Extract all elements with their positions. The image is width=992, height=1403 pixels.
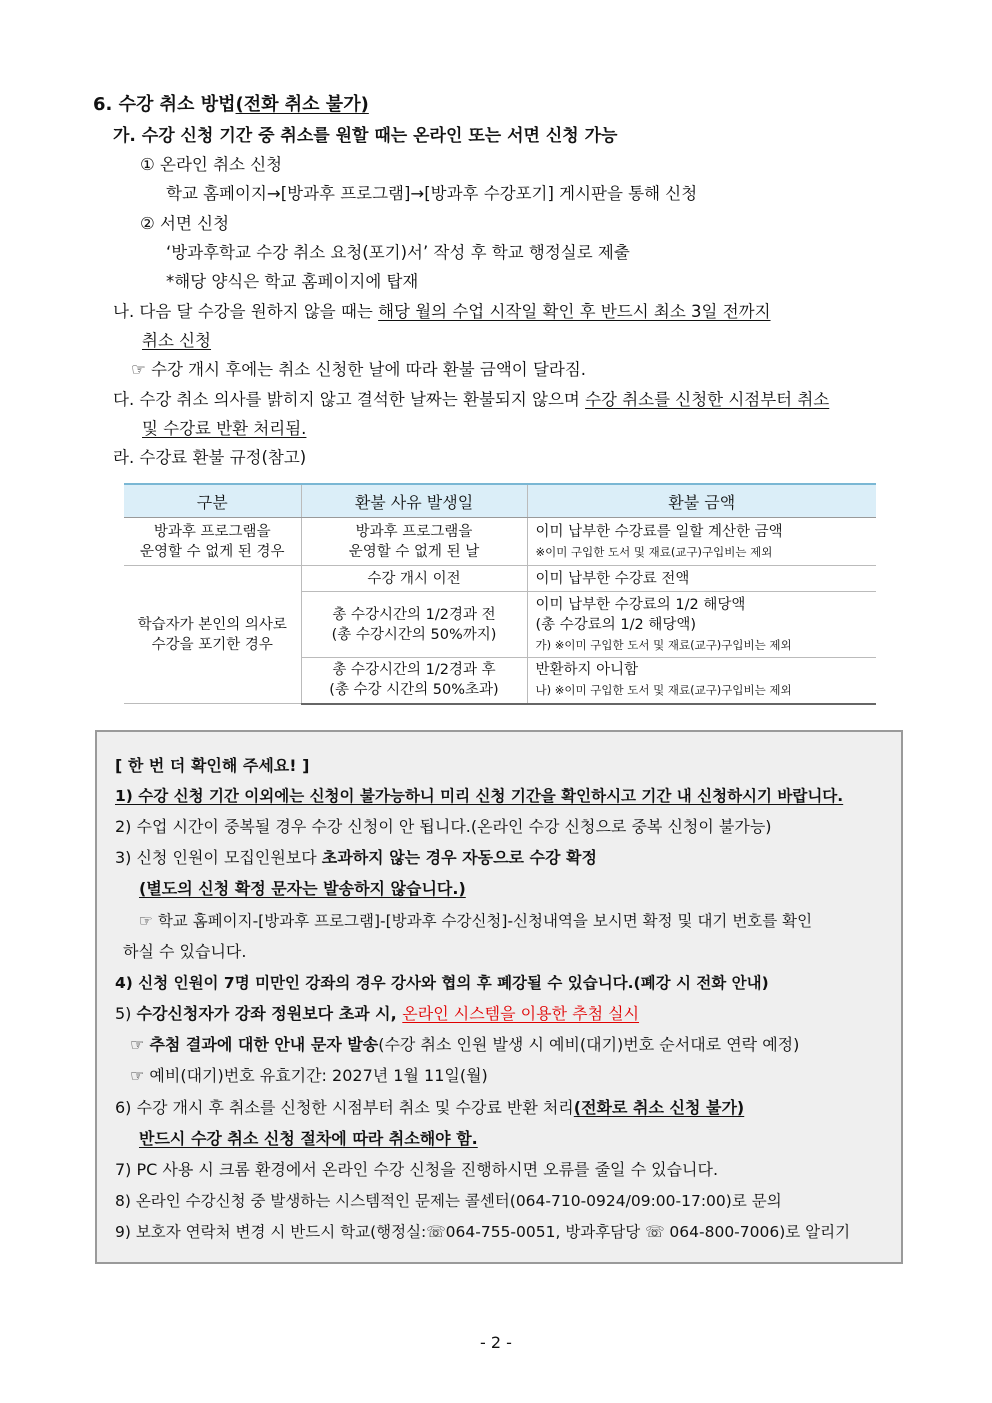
- item-ga-1-title: ① 온라인 취소 신청: [140, 155, 283, 174]
- item-na-note: ☞ 수강 개시 후에는 취소 신청한 날에 따라 환불 금액이 달라짐.: [131, 360, 587, 379]
- table-cell: 이미 납부한 수강료를 일할 계산한 금액 ※이미 구입한 도서 및 재료(교구)구입비는 제외: [527, 518, 876, 566]
- notice-item-5: 5) 수강신청자가 강좌 정원보다 초과 시, 온라인 시스템을 이용한 추첨 실시: [115, 1004, 640, 1023]
- item-ga-2-note: *해당 양식은 학교 홈페이지에 탑재: [166, 272, 419, 291]
- notice-item-5-note-2: ☞ 예비(대기)번호 유효기간: 2027년 1월 11일(월): [130, 1066, 488, 1085]
- item-ga: 가. 수강 신청 기간 중 취소를 원할 때는 온라인 또는 서면 신청 가능: [113, 126, 618, 146]
- notice-item-7: 7) PC 사용 시 크롬 환경에서 온라인 수강 신청을 진행하시면 오류를 줄일 수 있습니다.: [115, 1160, 719, 1179]
- item-ga-2-title: ② 서면 신청: [140, 214, 230, 233]
- item-ra: 라. 수강료 환불 규정(참고): [113, 448, 307, 467]
- table-cell: 반환하지 아니함 나) ※이미 구입한 도서 및 재료(교구)구입비는 제외: [527, 658, 876, 704]
- notice-item-3: 3) 신청 인원이 모집인원보다 초과하지 않는 경우 자동으로 수강 확정: [115, 848, 597, 867]
- item-ga-1-text: 학교 홈페이지→[방과후 프로그램]→[방과후 수강포기] 게시판을 통해 신청: [166, 184, 698, 203]
- refund-table: [124, 483, 876, 705]
- table-row: [124, 566, 876, 592]
- table-cell: 학습자가 본인의 의사로 수강을 포기한 경우: [124, 566, 301, 704]
- item-na-text: 나. 다음 달 수강을 원하지 않을 때는: [113, 302, 379, 321]
- notice-item-3-underlined: (별도의 신청 확정 문자는 발송하지 않습니다.): [139, 879, 466, 898]
- notice-box: [95, 730, 903, 1264]
- notice-item-3-note: ☞ 학교 홈페이지-[방과후 프로그램]-[방과후 수강신청]-신청내역을 보시면 확정 및 대기 번호를 확인: [139, 912, 813, 930]
- table-header: 환불 금액: [527, 484, 876, 518]
- lottery-highlight: 온라인 시스템을 이용한 추첨 실시: [402, 1004, 640, 1023]
- table-cell: 이미 납부한 수강료의 1/2 해당액 (총 수강료의 1/2 해당액) 가) ※이미 구입한 도서 및 재료(교구)구입비는 제외: [527, 592, 876, 658]
- section-title-number: 6. 수강 취소 방법: [93, 94, 236, 115]
- notice-item-1: 1) 수강 신청 기간 이외에는 신청이 불가능하니 미리 신청 기간을 확인하시고 기간 내 신청하시기 바랍니다.: [115, 787, 844, 805]
- table-header: 환불 사유 발생일: [301, 484, 527, 518]
- item-da-underlined: 수강 취소를 신청한 시점부터 취소: [585, 390, 830, 409]
- section-title-underlined: (전화 취소 불가): [235, 94, 369, 115]
- item-da-text: 다. 수강 취소 의사를 밝히지 않고 결석한 날짜는 환불되지 않으며: [113, 390, 586, 409]
- item-na: [113, 300, 771, 324]
- item-da: [113, 388, 829, 412]
- notice-item-9: 9) 보호자 연락처 변경 시 반드시 학교(행정실:☏064-755-0051, 방과후담당 ☏ 064-800-7006)로 알리기: [115, 1223, 851, 1241]
- table-cell: 총 수강시간의 1/2경과 후 (총 수강 시간의 50%초과): [301, 658, 527, 704]
- table-cell: 총 수강시간의 1/2경과 전 (총 수강시간의 50%까지): [301, 592, 527, 658]
- item-da-underlined-2: 및 수강료 반환 처리됨.: [142, 419, 307, 438]
- notice-item-3-note-cont: 하실 수 있습니다.: [123, 942, 247, 961]
- page-number: - 2 -: [480, 1333, 512, 1352]
- table-row: [124, 518, 876, 566]
- notice-item-4: 4) 신청 인원이 7명 미만인 강좌의 경우 강사와 협의 후 폐강될 수 있습니다.(폐강 시 전화 안내): [115, 974, 769, 992]
- item-na-underlined: 해당 월의 수업 시작일 확인 후 반드시 최소 3일 전까지: [378, 302, 771, 321]
- notice-item-6: 6) 수강 개시 후 취소를 신청한 시점부터 취소 및 수강료 반환 처리(전화로 취소 신청 불가): [115, 1098, 745, 1117]
- item-na-underlined-2: 취소 신청: [142, 331, 212, 350]
- notice-item-5-note-1: ☞ 추첨 결과에 대한 안내 문자 발송(수강 취소 인원 발생 시 예비(대기)번호 순서대로 연락 예정): [130, 1035, 800, 1054]
- table-cell: 수강 개시 이전: [301, 566, 527, 592]
- table-cell: 방과후 프로그램을 운영할 수 없게 된 경우: [124, 518, 301, 566]
- notice-item-6-underlined: 반드시 수강 취소 신청 절차에 따라 취소해야 함.: [139, 1129, 478, 1148]
- notice-item-2: 2) 수업 시간이 중복될 경우 수강 신청이 안 됩니다.(온라인 수강 신청으로 중복 신청이 불가능): [115, 817, 772, 836]
- table-header: 구분: [124, 484, 301, 518]
- section-title: [93, 93, 369, 117]
- item-ga-2-text: ‘방과후학교 수강 취소 요청(포기)서’ 작성 후 학교 행정실로 제출: [166, 243, 630, 262]
- table-header-row: [124, 484, 876, 518]
- table-cell: 방과후 프로그램을 운영할 수 없게 된 날: [301, 518, 527, 566]
- table-cell: 이미 납부한 수강료 전액: [527, 566, 876, 592]
- notice-title: [ 한 번 더 확인해 주세요! ]: [115, 756, 310, 775]
- notice-item-8: 8) 온라인 수강신청 중 발생하는 시스템적인 문제는 콜센터(064-710-0924/09:00-17:00)로 문의: [115, 1192, 782, 1210]
